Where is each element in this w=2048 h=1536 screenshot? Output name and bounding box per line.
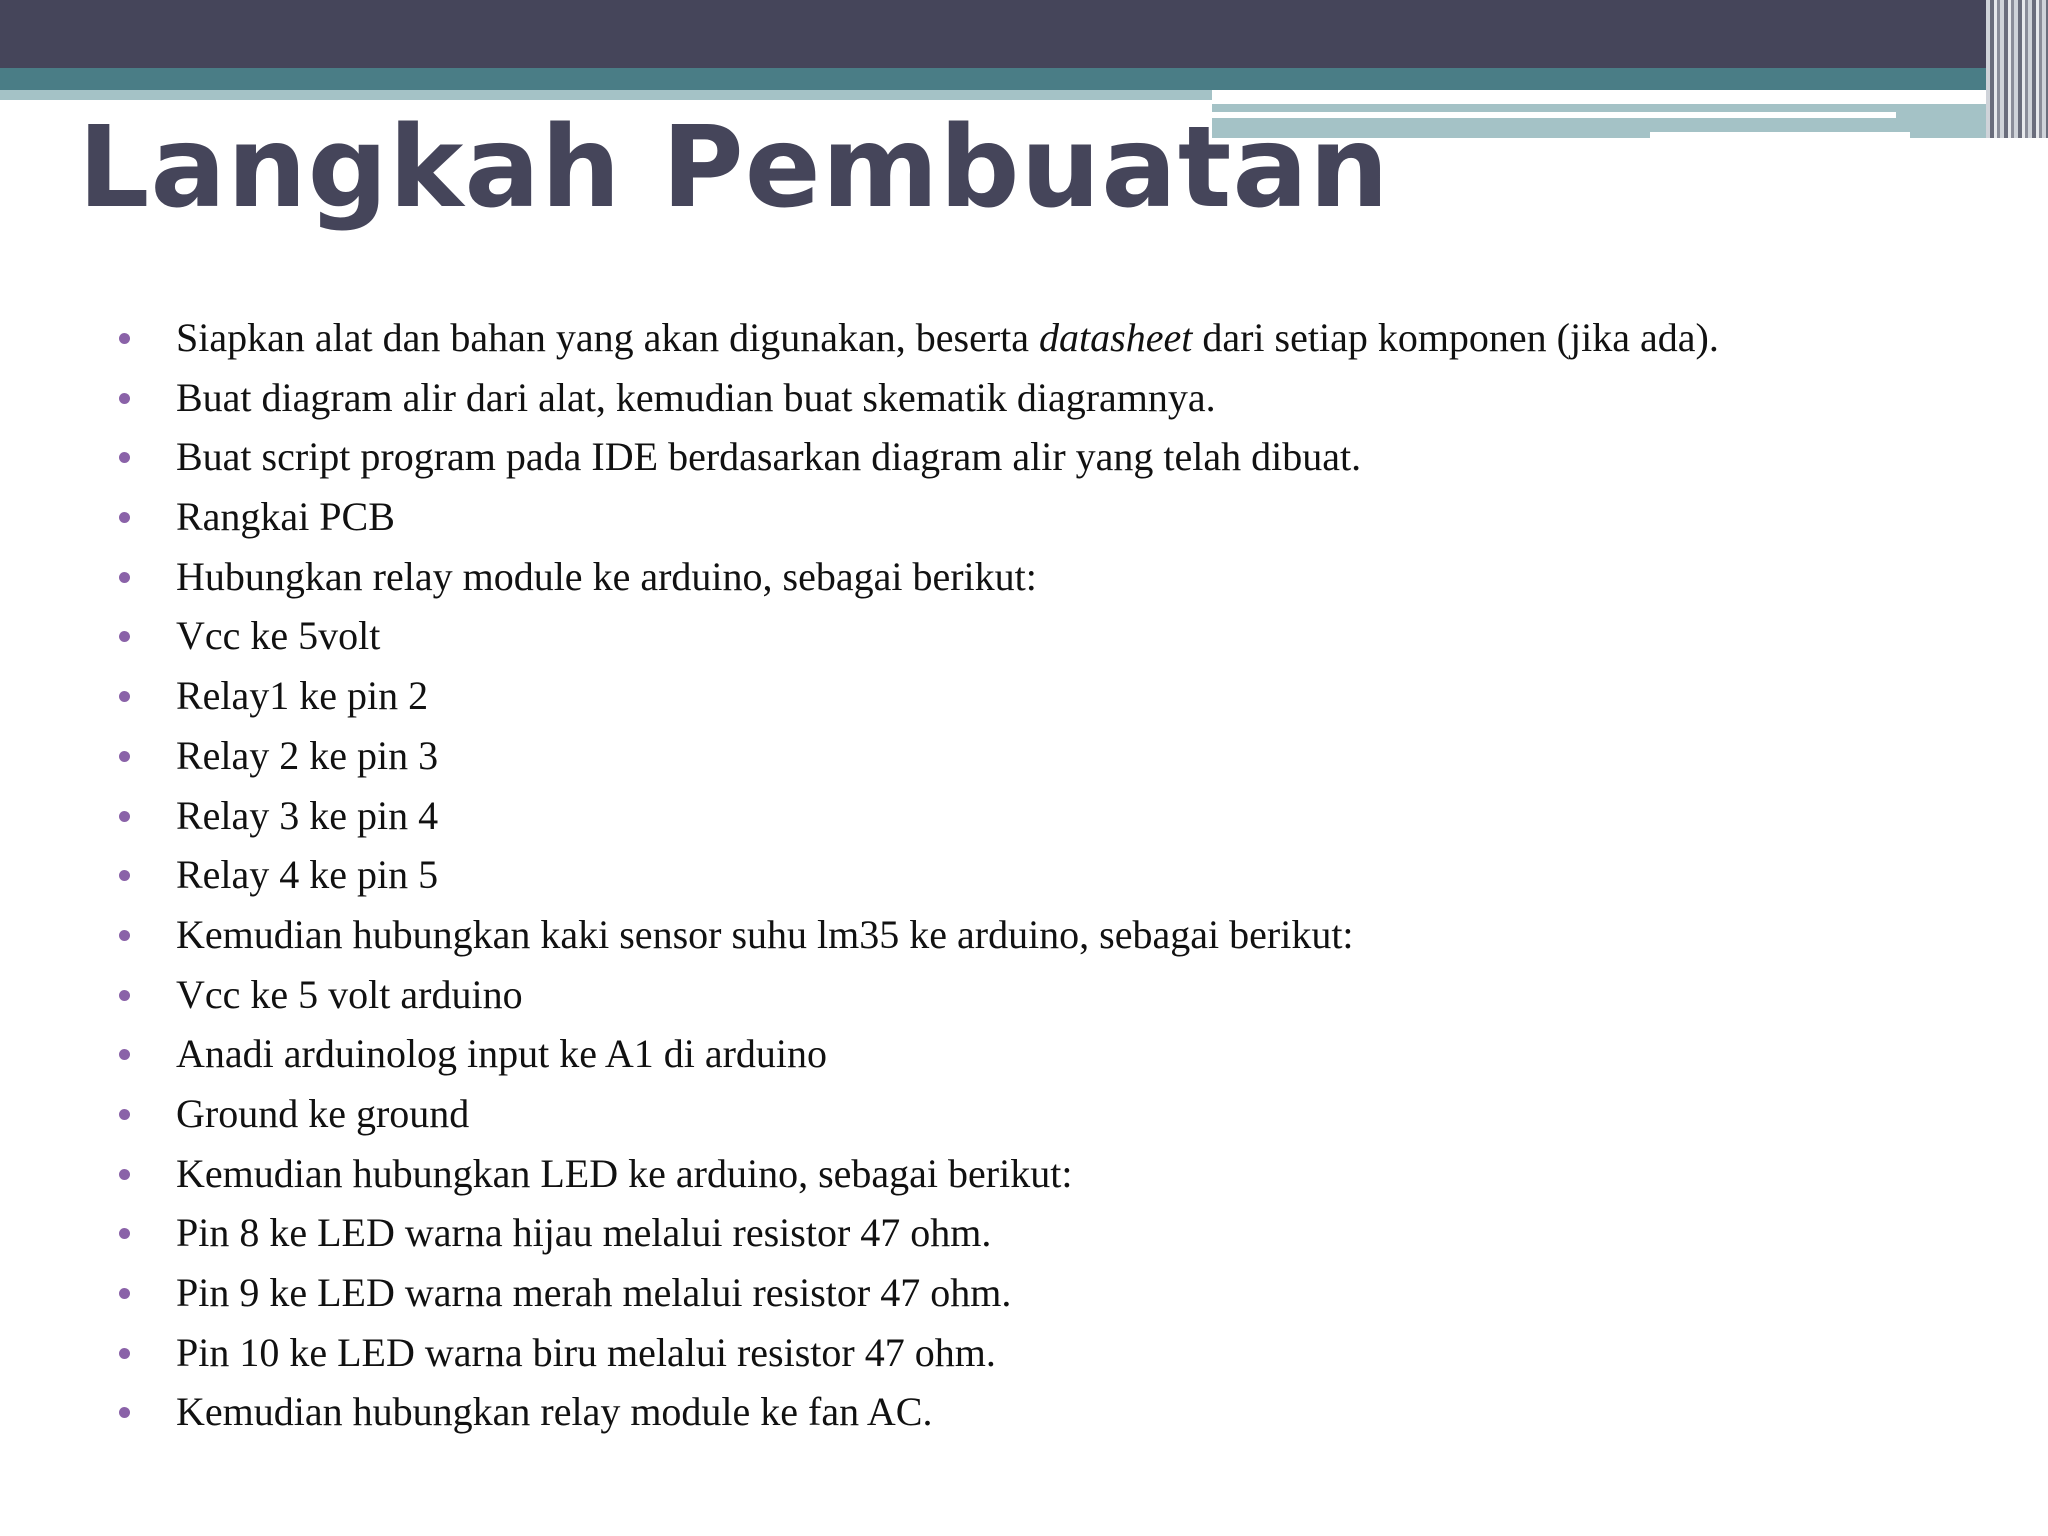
bullet-dot-icon (119, 572, 130, 583)
bullet-text-part: Relay1 ke pin 2 (176, 673, 429, 719)
bullet-text (176, 1144, 1072, 1204)
bullet-text-part: Pin 10 ke LED warna biru melalui resistor 47 ohm. (176, 1329, 996, 1375)
bullet-dot-icon (119, 691, 130, 702)
bullet-text (176, 845, 438, 905)
bullet-item (0, 427, 2048, 487)
bullet-text (176, 965, 523, 1025)
bullet-item (0, 308, 2048, 368)
bullet-dot-icon (119, 1049, 130, 1060)
bullet-text-part: Rangkai PCB (176, 494, 395, 540)
bullet-dot-icon (119, 452, 130, 463)
bullet-text-part: Kemudian hubungkan relay module ke fan AC. (176, 1389, 933, 1435)
bullet-text-part: Hubungkan relay module ke arduino, sebagai berikut: (176, 553, 1037, 599)
bullet-dot-icon (119, 1407, 130, 1418)
bullet-item (0, 487, 2048, 547)
bullet-text-part: Relay 3 ke pin 4 (176, 792, 439, 838)
bullet-dot-icon (119, 393, 130, 404)
header-accent-line-short (1650, 132, 1910, 138)
bullet-item (0, 606, 2048, 666)
bullet-text-part: Kemudian hubungkan kaki sensor suhu lm35 ke arduino, sebagai berikut: (176, 911, 1354, 957)
bullet-text-part: Kemudian hubungkan LED ke arduino, sebagai berikut: (176, 1150, 1073, 1196)
bullet-text-italic: datasheet (1039, 315, 1193, 360)
bullet-text-part: Ground ke ground (176, 1090, 470, 1136)
bullet-dot-icon (119, 811, 130, 822)
bullet-dot-icon (119, 990, 130, 1001)
bullet-item (0, 845, 2048, 905)
bullet-text (176, 666, 428, 726)
bullet-text-part: Anadi arduinolog input ke A1 di arduino (176, 1031, 828, 1077)
bullet-text (176, 786, 438, 846)
bullet-item (0, 368, 2048, 428)
bullet-text (176, 308, 1719, 368)
bullet-dot-icon (119, 870, 130, 881)
bullet-text (176, 606, 380, 666)
bullet-dot-icon (119, 512, 130, 523)
bullet-dot-icon (119, 631, 130, 642)
bullet-text (176, 547, 1037, 607)
bullet-text (176, 1323, 996, 1383)
header-band-dark (0, 0, 2048, 68)
bullet-dot-icon (119, 1288, 130, 1299)
bullet-dot-icon (119, 1228, 130, 1239)
bullet-text-part: Pin 9 ke LED warna merah melalui resistor 47 ohm. (176, 1270, 1012, 1315)
bullet-item (0, 1382, 2048, 1442)
bullet-item (0, 965, 2048, 1025)
bullet-item (0, 1084, 2048, 1144)
bullet-item (0, 1263, 2048, 1323)
bullet-item (0, 1024, 2048, 1084)
bullet-text (176, 1203, 991, 1263)
bullet-dot-icon (119, 751, 130, 762)
bullet-item (0, 786, 2048, 846)
bullet-text (176, 1024, 827, 1084)
bullet-text (176, 905, 1354, 965)
header-edge-stripes (1986, 0, 2048, 138)
bullet-dot-icon (119, 930, 130, 941)
bullet-text-part: dari setiap komponen (jika ada). (1192, 315, 1719, 360)
bullet-text (176, 726, 438, 786)
bullet-dot-icon (119, 333, 130, 344)
bullet-dot-icon (119, 1348, 130, 1359)
bullet-list (0, 308, 2048, 1442)
bullet-text-part: Relay 4 ke pin 5 (176, 852, 439, 898)
bullet-text-part: Pin 8 ke LED warna hijau melalui resistor 47 ohm. (176, 1210, 992, 1256)
bullet-text (176, 368, 1216, 428)
bullet-text-part: Buat script program pada IDE berdasarkan diagram alir yang telah dibuat. (176, 434, 1362, 480)
bullet-item (0, 726, 2048, 786)
bullet-text-part: Vcc ke 5volt (176, 613, 381, 659)
bullet-text (176, 487, 395, 547)
bullet-text (176, 1084, 469, 1144)
bullet-text-part: Siapkan alat dan bahan yang akan digunakan, beserta (176, 315, 1040, 360)
bullet-item (0, 1323, 2048, 1383)
header-band-teal (0, 68, 2048, 90)
bullet-text (176, 1382, 932, 1442)
bullet-item (0, 905, 2048, 965)
bullet-text (176, 427, 1361, 487)
bullet-text (176, 1263, 1011, 1323)
bullet-item (0, 666, 2048, 726)
bullet-dot-icon (119, 1109, 130, 1120)
bullet-item (0, 1203, 2048, 1263)
slide-title: Langkah Pembuatan (78, 103, 1390, 233)
bullet-item (0, 1144, 2048, 1204)
bullet-text-part: Vcc ke 5 volt arduino (176, 971, 523, 1017)
bullet-text-part: Buat diagram alir dari alat, kemudian buat skematik diagramnya. (176, 374, 1216, 420)
bullet-dot-icon (119, 1169, 130, 1180)
bullet-item (0, 547, 2048, 607)
bullet-text-part: Relay 2 ke pin 3 (176, 732, 439, 778)
